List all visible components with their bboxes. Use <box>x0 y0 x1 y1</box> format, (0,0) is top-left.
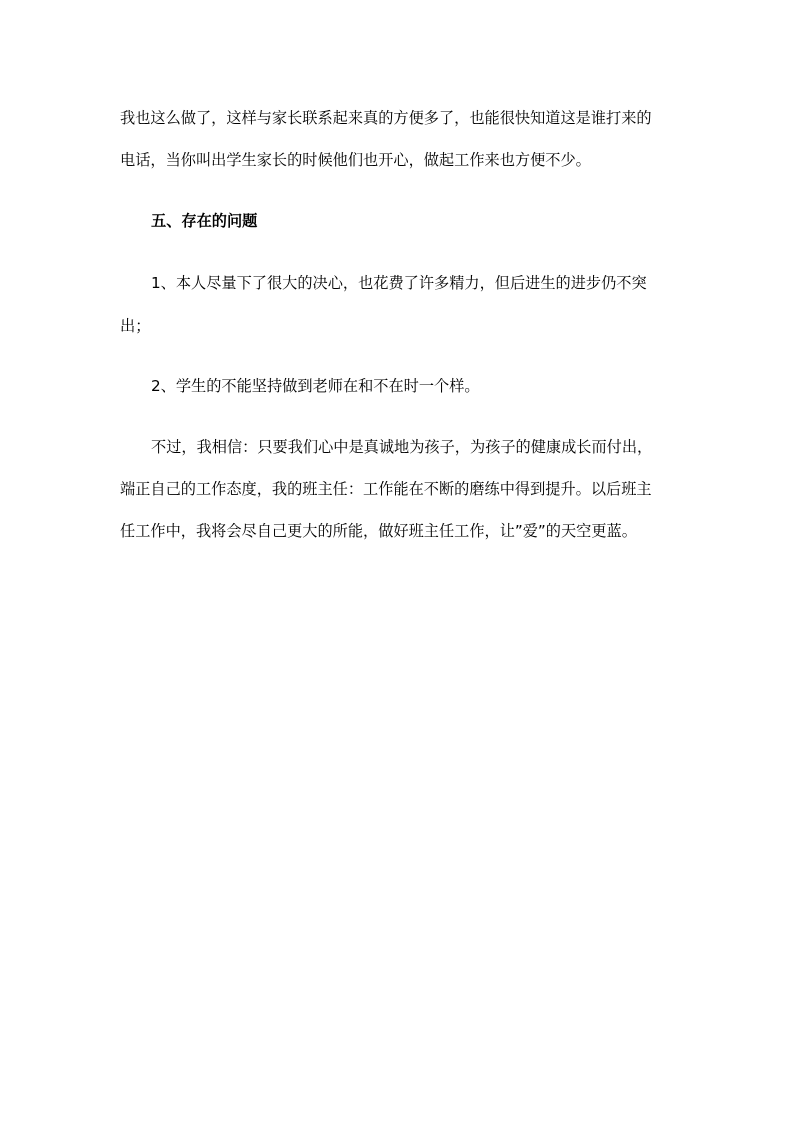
paragraph-2-line-1: 不过，我相信：只要我们心中是真诚地为孩子，为孩子的健康成长而付出， <box>151 438 653 456</box>
item-2-line-1: 2、学生的不能坚持做到老师在和不在时一个样。 <box>151 377 480 395</box>
item-1-line-1: 1、本人尽量下了很大的决心，也花费了许多精力，但后进生的进步仍不突 <box>151 274 647 292</box>
paragraph-2-line-3: 任工作中，我将会尽自己更大的所能，做好班主任工作，让”爱”的天空更蓝。 <box>120 522 637 540</box>
paragraph-2-line-2: 端正自己的工作态度，我的班主任：工作能在不断的磨练中得到提升。以后班主 <box>120 480 652 498</box>
section-heading: 五、存在的问题 <box>151 212 258 230</box>
item-1-line-2: 出； <box>120 317 151 335</box>
paragraph-1-line-2: 电话，当你叫出学生家长的时候他们也开心，做起工作来也方便不少。 <box>120 151 591 169</box>
paragraph-1-line-1: 我也这么做了，这样与家长联系起来真的方便多了，也能很快知道这是谁打来的 <box>120 109 652 127</box>
